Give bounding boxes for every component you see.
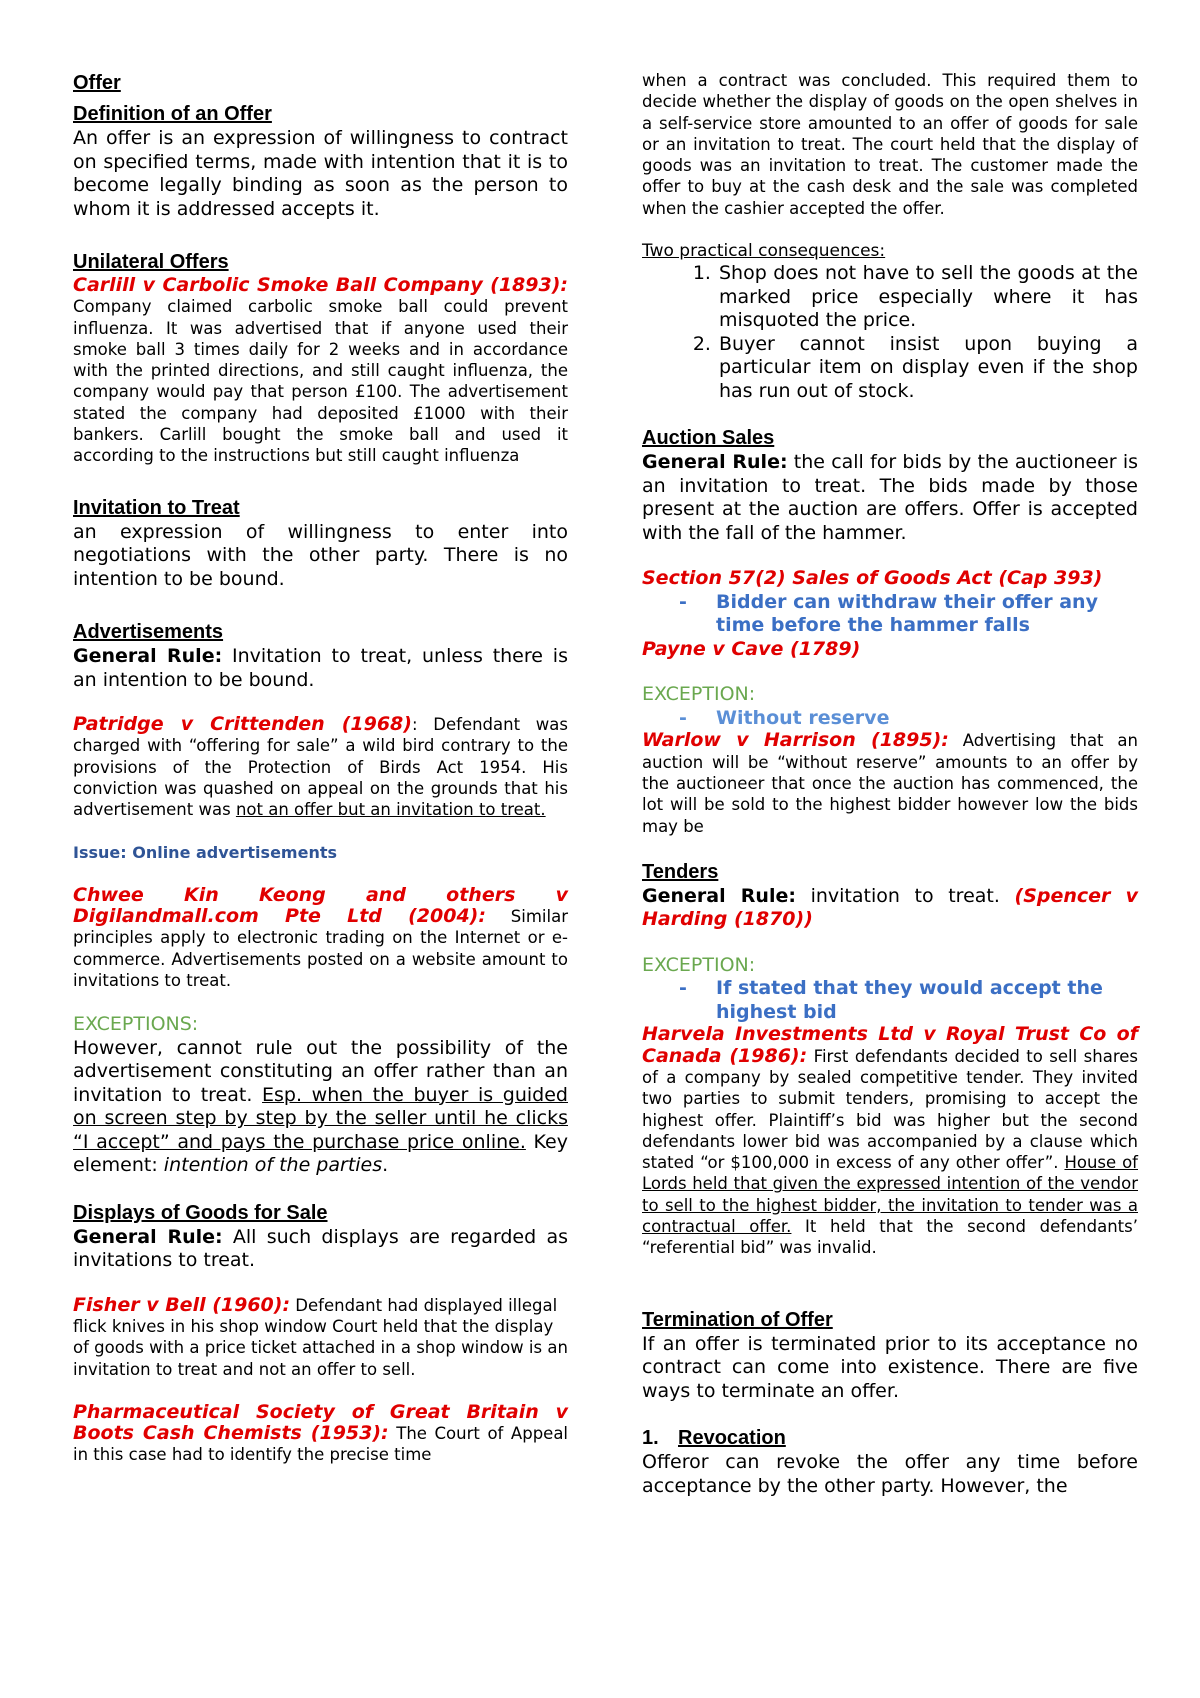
- list-item: - Without reserve: [679, 707, 1138, 731]
- heading-advertisements: Advertisements: [73, 621, 224, 644]
- fisher-paragraph: [73, 1295, 568, 1380]
- case-carlill: Carlill v Carbolic Smoke Ball Company (1893):: [73, 274, 568, 296]
- fisher-text: Defendant had displayed illegal flick knives in his shop window Court held that the display of goods with a price ticket attached in a shop window is an invitation to treat and not an offer to sell.: [73, 1295, 568, 1379]
- auction-rule: [642, 451, 1138, 545]
- invitation-text: an expression of willingness to enter into negotiations with the other party. There is no intention to be bound.: [73, 520, 568, 590]
- pharma-continued: when a contract was concluded. This required them to decide whether the display of goods on the open shelves in a self-service store amounted to an offer of goods for sale or an invitation to treat. The court held that the display of goods was an invitation to treat. The customer made the offer to buy at the cash desk and the sale was completed when the cashier accepted the offer.: [642, 71, 1138, 218]
- heading-tenders: Tenders: [642, 860, 719, 883]
- heading-displays: Displays of Goods for Sale: [73, 1201, 328, 1224]
- consequences-label: Two practical consequences:: [642, 241, 886, 262]
- list-item: 2. Buyer cannot insist upon buying a particular item on display even if the shop has run out of stock.: [717, 333, 1138, 404]
- pharma-text: The Court of Appeal in this case had to identify the precise time: [73, 1424, 569, 1465]
- heading-definition: Definition of an Offer: [73, 103, 272, 125]
- chwee-paragraph: [73, 885, 568, 991]
- case-chwee: Chwee Kin Keong and others v Digilandmall.com Pte Ltd (2004):: [73, 883, 568, 927]
- exceptions-paragraph: [73, 1037, 568, 1178]
- chwee-text: Similar principles apply to electronic trading on the Internet or e-commerce. Advertisements posted on a website amount to invitations to treat.: [73, 906, 568, 990]
- exceptions-text: However, cannot rule out the possibility of the advertisement constituting an offer rather than an invitation to treat.: [73, 1036, 568, 1106]
- patridge-paragraph: [73, 714, 568, 820]
- case-pharma: Pharmaceutical Society of Great Britain v Boots Cash Chemists (1953):: [73, 1400, 568, 1445]
- consequences-list: [642, 262, 1138, 403]
- termination-text: If an offer is terminated prior to its acceptance no contract can come into existence. There are five ways to terminate an offer.: [642, 1332, 1138, 1402]
- exception-tenders-points: [642, 977, 1138, 1024]
- exception-auction-points: [642, 707, 1138, 731]
- list-item: - Bidder can withdraw their offer any time before the hammer falls: [679, 591, 1138, 638]
- patridge-text: : Defendant was charged with “offering for sale” a wild bird contrary to the provisions of the Protection of Birds Act 1954. His conviction was quashed on appeal on the grounds that his advertisement was: [73, 715, 568, 820]
- adv-rule-label: General Rule:: [73, 645, 223, 668]
- exceptions-end: .: [382, 1154, 389, 1177]
- heading-invitation: Invitation to Treat: [73, 496, 240, 519]
- harvela-underlined: House of Lords held that given the expressed intention of the vendor to sell to the highest bidder, the invitation to tender was a contractual offer.: [642, 1153, 1138, 1237]
- heading-unilateral: Unilateral Offers: [73, 251, 229, 273]
- adv-rule: [73, 645, 568, 692]
- disp-rule-text: All such displays are regarded as invitations to treat.: [73, 1225, 568, 1272]
- case-warlow: Warlow v Harrison (1895):: [642, 729, 949, 752]
- harvela-end: It held that the second defendants’ “referential bid” was invalid.: [642, 1217, 1138, 1258]
- list-item: 1. Shop does not have to sell the goods at the marked price especially where it has misquoted the price.: [717, 262, 1138, 333]
- definition-text: An offer is an expression of willingness to contract on specified terms, made with intention that it is to become legally binding as soon as the person to whom it is addressed accepts it.: [73, 127, 568, 220]
- auction-rule-label: General Rule:: [642, 451, 788, 474]
- issue-online-ads: Issue: Online advertisements: [73, 842, 337, 862]
- exceptions-label: EXCEPTIONS:: [73, 1013, 199, 1036]
- adv-rule-text: Invitation to treat, unless there is an intention to be bound.: [73, 645, 568, 691]
- auction-rule-text: the call for bids by the auctioneer is an invitation to treat. The bids made by those present at the auction are offers. Offer is accepted with the fall of the hammer.: [642, 451, 1138, 544]
- exception-label-auction: EXCEPTION:: [642, 683, 756, 706]
- disp-rule: [73, 1226, 568, 1273]
- patridge-underlined: not an offer but an invitation to treat.: [235, 800, 546, 820]
- tenders-rule: [642, 885, 1138, 932]
- warlow-text: Advertising that an auction will be “without reserve” amounts to an offer by the auctioneer that once the auction has commenced, the lot will be sold to the highest bidder however low the bids may be: [642, 731, 1138, 836]
- case-payne: Payne v Cave (1789): [642, 637, 861, 660]
- list-item: - If stated that they would accept the highest bid: [679, 977, 1138, 1024]
- exception-label-tenders: EXCEPTION:: [642, 953, 756, 976]
- carlill-text: Company claimed carbolic smoke ball could prevent influenza. It was advertised that if anyone used their smoke ball 3 times daily for 2 weeks and in accordance with the printed directions, and still caught influenza, the company would pay that person £100. The advertisement stated the company had deposited £1000 with their bankers. Carlill bought the smoke ball and used it according to the instructions but still caught influenza: [73, 297, 568, 466]
- right-column: [642, 70, 1138, 1498]
- case-fisher: Fisher v Bell (1960):: [73, 1293, 291, 1316]
- revocation-title: Revocation: [678, 1427, 786, 1450]
- carlill-paragraph: [73, 275, 568, 467]
- case-spencer: (Spencer v Harding (1870)): [642, 884, 1138, 931]
- case-patridge: Patridge v Crittenden (1968): [73, 713, 412, 736]
- exceptions-italic: intention of the parties: [163, 1154, 383, 1177]
- exceptions-underlined: Esp. when the buyer is guided on screen step by step by the seller until he clicks “I accept” and pays the purchase price online.: [73, 1083, 568, 1153]
- revocation-text: Offeror can revoke the offer any time before acceptance by the other party. However, the: [642, 1451, 1138, 1497]
- page-title: Offer: [73, 72, 121, 94]
- disp-rule-label: General Rule:: [73, 1225, 223, 1248]
- case-harvela: Harvela Investments Ltd v Royal Trust Co of Canada (1986):: [642, 1023, 1138, 1067]
- heading-termination: Termination of Offer: [642, 1308, 833, 1331]
- case-section-57: Section 57(2) Sales of Goods Act (Cap 393): [642, 567, 1103, 590]
- section-57-points: [642, 591, 1138, 638]
- exceptions-tail: Key element:: [73, 1130, 568, 1177]
- heading-revocation: [642, 1425, 1138, 1451]
- tenders-rule-text: invitation to treat.: [795, 884, 1015, 907]
- tenders-rule-label: General Rule:: [642, 884, 796, 907]
- harvela-text: First defendants decided to sell shares of a company by sealed competitive tender. They invited two parties to submit tenders, promising to accept the highest offer. Plaintiff’s bid was higher but the second defendants lower bid was accompanied by a clause which stated “or $100,000 in excess of any other offer”.: [642, 1046, 1139, 1173]
- warlow-paragraph: [642, 730, 1138, 836]
- heading-auction: Auction Sales: [642, 427, 775, 450]
- harvela-paragraph: [642, 1024, 1138, 1258]
- pharma-paragraph: [73, 1402, 568, 1466]
- left-column: [73, 70, 568, 1466]
- revocation-number: 1.: [642, 1427, 659, 1450]
